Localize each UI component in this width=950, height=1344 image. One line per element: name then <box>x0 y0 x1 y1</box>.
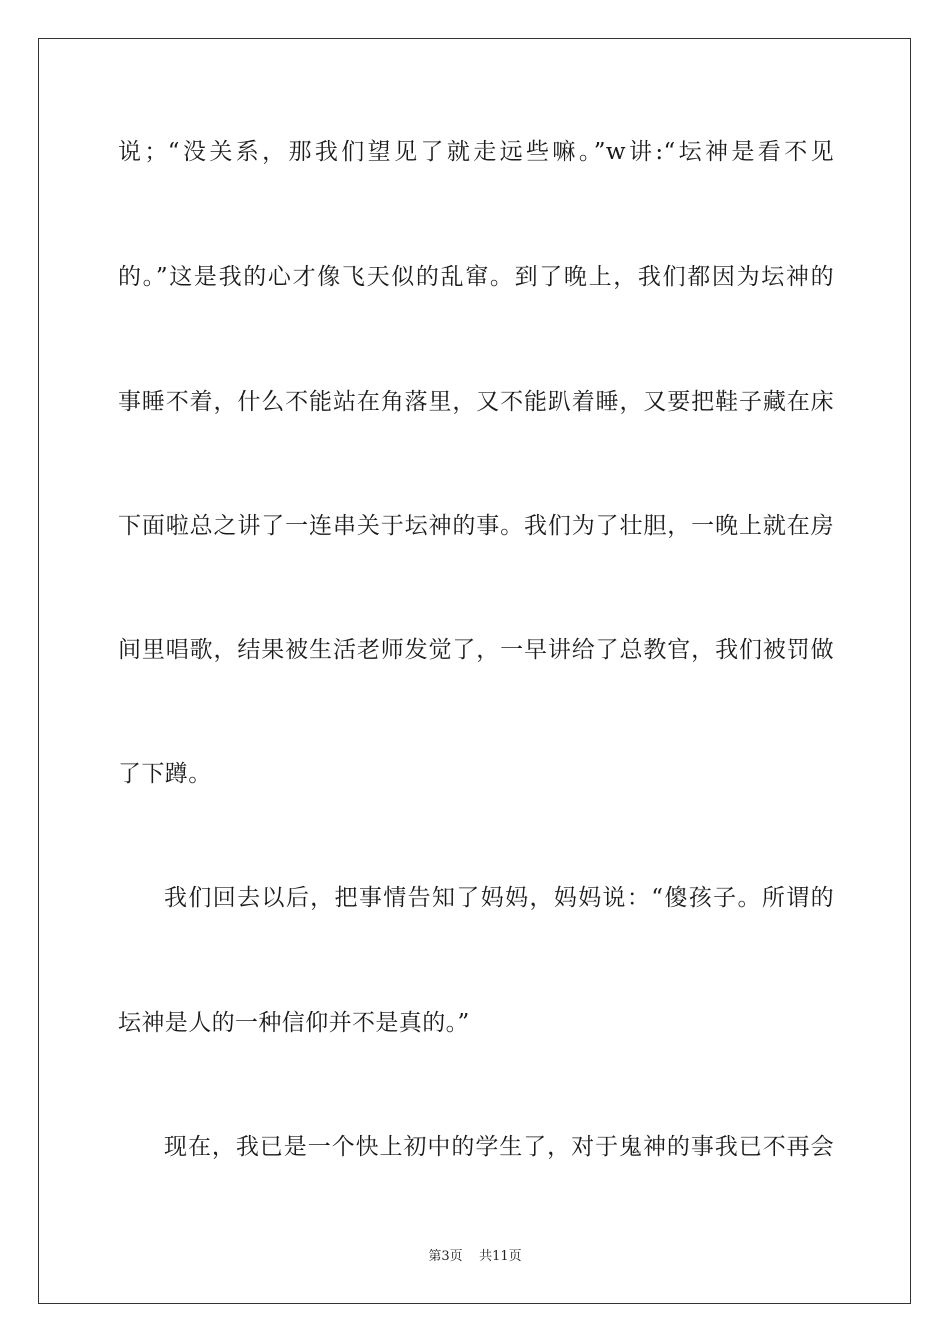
text-line: 间里唱歌，结果被生活老师发觉了，一早讲给了总教官，我们被罚做 <box>118 637 834 663</box>
paragraph-first-line: 现在，我已是一个快上初中的学生了，对于鬼神的事我已不再会 <box>164 1134 834 1160</box>
text-line: 的。”这是我的心才像飞天似的乱窜。到了晚上，我们都因为坛神的 <box>118 264 834 290</box>
text-line: 说；“没关系，那我们望见了就走远些嘛。”w讲:“坛神是看不见 <box>118 139 834 165</box>
text-line: 事睡不着，什么不能站在角落里，又不能趴着睡，又要把鞋子藏在床 <box>118 389 834 415</box>
page-border <box>38 38 911 1304</box>
paragraph-first-line: 我们回去以后，把事情告知了妈妈，妈妈说：“傻孩子。所谓的 <box>164 885 834 911</box>
text-line: 了下蹲。 <box>118 761 212 787</box>
page-number-footer: 第3页 共11页 <box>428 1249 522 1264</box>
text-line: 下面啦总之讲了一连串关于坛神的事。我们为了壮胆，一晚上就在房 <box>118 513 834 539</box>
text-line: 坛神是人的一种信仰并不是真的。” <box>118 1010 470 1036</box>
